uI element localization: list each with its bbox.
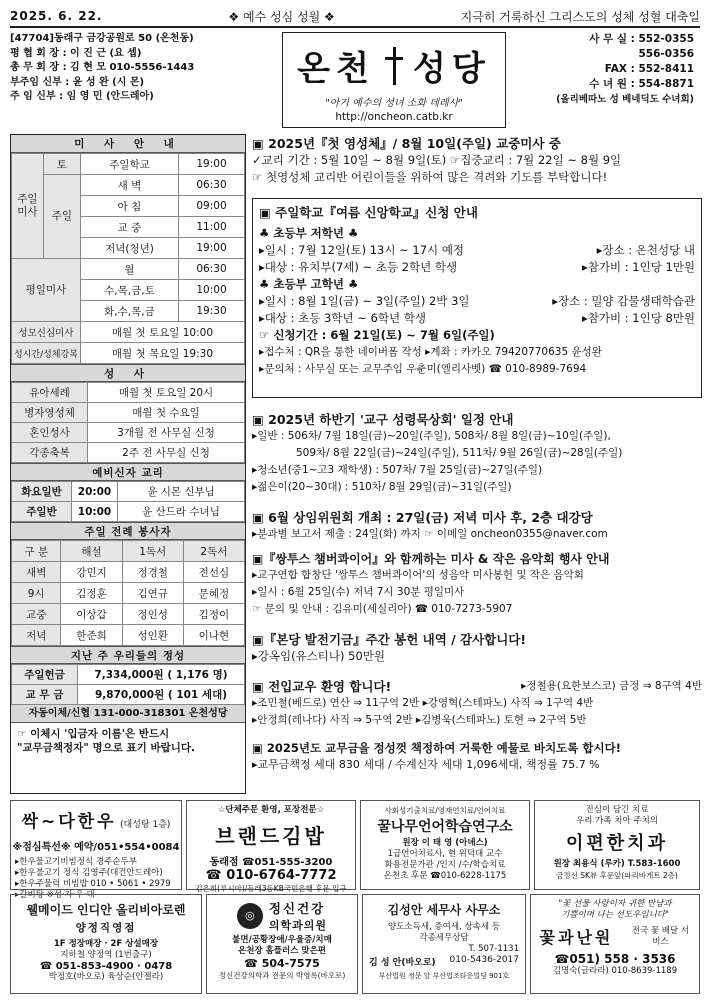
- news-line: ☞ 문의 및 안내 : 김유미(세실리아) ☎ 010-7273-5907: [252, 603, 513, 615]
- ad-line: 김명숙(글라라) 010-8639-1189: [552, 966, 678, 976]
- ad-line: 전국 꽃 배달 서비스: [631, 925, 690, 947]
- news-line: ▸교구연합 합창단 '쌍투스 챔버콰이어'의 성음악 미사봉헌 및 작은 음악회: [252, 569, 584, 581]
- ad-title: 정신건강: [268, 901, 326, 916]
- news-column: [252, 134, 702, 794]
- ad-line: 온천초 후문 ☎010-6228-1175: [383, 871, 507, 881]
- council-president: 평 협 회 장 : 이 진 근 (요 셉): [10, 47, 142, 59]
- mass-time: 06:30: [179, 259, 245, 280]
- servers-table: [11, 540, 245, 646]
- offering-label: 교 무 금: [12, 685, 78, 705]
- sacrament-schedule: 매월 첫 수요일: [88, 403, 245, 423]
- marian-mass-time: 매월 첫 토요일 10:00: [80, 322, 244, 343]
- sacrament-name: 각종축복: [12, 443, 88, 463]
- news-line: ▸일시 : 7월 12일(토) 13시 ~ 17시 예정: [259, 243, 465, 257]
- ad-phone: ☎ 051-853-4900 · 0478: [39, 961, 173, 972]
- ad-title: 김성안 세무사 사무소: [387, 903, 501, 917]
- transfer-notice-line: "교무금책정자" 명으로 표기 바랍니다.: [17, 742, 196, 754]
- ad-line: 온천장 홈플러스 맞은편: [237, 946, 327, 956]
- ad-psychiatry: [206, 894, 358, 994]
- ad-line: 각종세무상담: [419, 933, 469, 943]
- ad-top: ☆단체주문 환영, 포장전문☆: [217, 805, 325, 815]
- server-name: 이나현: [183, 625, 244, 646]
- pastor: 주 임 신부 : 임 영 민 (안드레아): [10, 91, 154, 103]
- class-day: 화요일반: [12, 482, 72, 502]
- server-mass: 9시: [12, 583, 61, 604]
- ad-korean-beef: [10, 800, 182, 900]
- mass-time: 19:00: [179, 238, 245, 259]
- news-line: ▸참가비 : 1인당 1만원: [581, 260, 695, 274]
- mass-schedule-table: [11, 153, 245, 364]
- news-line: ☞ 신청기간 : 6월 21일(토) ~ 7월 6일(주일): [259, 328, 495, 342]
- news-title: ▣ 6월 상임위원회 개최 : 27일(금) 저녁 미사 후, 2층 대강당: [252, 510, 593, 525]
- news-subtitle: ♣ 초등부 저학년 ♣: [259, 226, 359, 240]
- ad-phone: ☎ 010-6764-7772: [205, 868, 337, 883]
- ad-line: ▸한우불고기 정식 김영주(대건안드레아): [15, 868, 163, 878]
- news-line: ▸분과별 보고서 제출 : 24일(화) 까지 ☞ 이메일 oncheon0355@naver.com: [252, 528, 608, 540]
- top-line: [10, 6, 700, 28]
- ad-line: 김은희(루시아)/동래3동KB국민은행 후문 입구: [195, 884, 347, 893]
- ad-title: 꿀나무언어학습연구소: [377, 819, 513, 835]
- ad-title: 싹~다한우: [21, 812, 117, 832]
- website-link[interactable]: http://oncheon.catb.kr: [335, 111, 453, 123]
- mass-name: 주일학교: [80, 154, 178, 175]
- month-theme: ❖ 예수 성심 성월 ❖: [228, 9, 335, 24]
- news-title: ▣ 2025년 하반기 '교구 성령묵상회' 일정 안내: [252, 412, 514, 427]
- news-first-communion: [252, 134, 702, 186]
- news-line: ▸청소년(중1~고3 재학생) : 507차/ 7월 25일(금)~27일(주일): [252, 464, 543, 476]
- sunday-label: 주일: [43, 175, 80, 259]
- mass-name: 교 중: [80, 217, 178, 238]
- ad-top: "꽃 선물 사랑이자 귀한 만남과: [558, 899, 672, 909]
- server-name: 전선심: [183, 562, 244, 583]
- sacrament-schedule: 2주 전 사무실 신청: [88, 443, 245, 463]
- news-title: ▣『쌍투스 챔버콰이어』와 함께하는 미사 & 작은 음악회 행사 안내: [252, 552, 610, 566]
- sacrament-name: 혼인성사: [12, 423, 88, 443]
- news-line: ▸일반 : 506차/ 7월 18일(금)~20일(주일), 508차/ 8월 8일(금)~10일(주일),: [252, 430, 611, 442]
- news-committee: [252, 508, 702, 543]
- mass-time: 19:30: [179, 301, 245, 322]
- servers-title: 주일 전례 봉사자: [11, 522, 245, 540]
- assistant-priest: 부주임 신부 : 윤 성 완 (시 몬): [10, 76, 145, 88]
- ad-dental: [534, 800, 700, 890]
- weekday-mass-label: 평일미사: [12, 259, 81, 322]
- servers-header: 구 분: [12, 541, 61, 562]
- bulletin-date: 2025. 6. 22.: [10, 9, 103, 23]
- ad-line: 1F 정장매장 · 2F 상설매장: [53, 939, 159, 949]
- server-name: 이상갑: [61, 604, 122, 625]
- server-name: 성인환: [122, 625, 183, 646]
- mass-name: 화,수,목,금: [80, 301, 178, 322]
- mass-time: 11:00: [179, 217, 245, 238]
- ad-line: 양도소득세, 증여세, 상속세 등: [387, 922, 501, 932]
- saturday-label: 토: [43, 154, 80, 175]
- ad-line: ▸한우물고기비빔정식 경주순두부: [15, 857, 137, 867]
- news-line: ▸접수처 : QR을 통한 네이버폼 작성 ▸계좌 : 카카오 79420770635 윤성완: [259, 346, 602, 358]
- ad-subtitle: (대성탕 1층): [120, 820, 171, 830]
- mass-name: 새 벽: [80, 175, 178, 196]
- mass-time: 19:00: [179, 154, 245, 175]
- news-line: ▸강옥임(유스티나) 50만원: [252, 649, 386, 663]
- news-fund: [252, 630, 702, 665]
- convent-order: (올리베따노 성 베네딕도 수녀회): [556, 94, 694, 105]
- mass-time: 10:00: [179, 280, 245, 301]
- catechumen-title: 예비신자 교리: [11, 463, 245, 481]
- class-teacher: 윤 산드라 수녀님: [118, 502, 245, 522]
- ad-florist: [530, 894, 700, 994]
- news-line: 509차/ 8월 22일(금)~24일(주일), 511차/ 9월 26일(금)~28일(주일): [296, 447, 623, 459]
- catechumen-table: [11, 481, 245, 522]
- class-time: 10:00: [72, 502, 118, 522]
- ad-phone: 010-5436-2017: [449, 955, 519, 965]
- servers-header: 해설: [61, 541, 122, 562]
- title-left: 온천: [297, 49, 375, 89]
- class-teacher: 윤 시몬 신부님: [118, 482, 245, 502]
- ad-line: 화용전문가관 /인지 /수/학습치료: [384, 860, 506, 870]
- ad-line: 동래점 ☎051-555-3200: [209, 857, 333, 868]
- ad-top: 사회성기출치료/영재언치료/언어치료: [384, 806, 506, 815]
- news-newcomers: [252, 678, 702, 729]
- ad-line: ▸한우주물럭 비빔밥 010 • 5061 • 2979: [15, 879, 171, 889]
- feast-name: 지극히 거룩하신 그리스도의 성체 성혈 대축일: [460, 9, 700, 24]
- ad-top: 진심이 담긴 치료: [585, 805, 649, 815]
- transfer-notice: [11, 723, 245, 759]
- news-title: ▣『본당 발전기금』주간 봉헌 내역 / 감사합니다!: [252, 632, 527, 647]
- ad-phone: ☎051) 558 · 3536: [554, 952, 676, 966]
- clinic-logo-icon: ◎: [237, 903, 263, 929]
- ad-line: 1급언어치료사, 현 위덕대 교수: [387, 849, 503, 859]
- mass-time: 09:00: [179, 196, 245, 217]
- sacrament-name: 병자영성체: [12, 403, 88, 423]
- class-day: 주일반: [12, 502, 72, 522]
- holy-hour-time: 매월 첫 목요일 19:30: [80, 343, 244, 364]
- ad-line: 원장 이 태 영 (아녜스): [402, 838, 488, 848]
- news-line: ▸교무금책정 세대 830 세대 / 수계신자 세대 1,096세대, 책정률 75.7 %: [252, 758, 600, 771]
- title-right: 성당: [413, 49, 491, 89]
- mass-title: 미 사 안 내: [11, 135, 245, 153]
- holy-hour-label: 성시간/성체강복: [12, 343, 81, 364]
- news-title: ▣ 2025년『첫 영성체』/ 8월 10일(주일) 교중미사 중: [252, 136, 561, 151]
- server-name: 김연규: [122, 583, 183, 604]
- masthead: [282, 32, 506, 128]
- transfer-notice-line: ☞ 이체시 '입금자 이름'은 반드시: [17, 728, 170, 740]
- news-line: ▸젊은이(20~30대) : 510차/ 8월 29일(금)~31일(주일): [252, 481, 512, 493]
- ad-line: ▸갈비탕 ※성·자·우·대: [15, 890, 95, 900]
- news-title: ▣ 2025년도 교무금을 정성껏 책정하여 거룩한 예물로 바치도록 합시다!: [252, 741, 621, 755]
- news-retreat: [252, 410, 702, 496]
- offering-title: 지난 주 우리들의 정성: [11, 646, 245, 664]
- patron-saint: "아기 예수의 성녀 소화 데레사": [325, 98, 463, 109]
- class-time: 20:00: [72, 482, 118, 502]
- ad-title: 이편한치과: [566, 833, 668, 854]
- ad-top: 우리 가족 치아 주치의: [575, 816, 658, 826]
- news-line: ✓교리 기간 : 5월 10일 ~ 8월 9일(토) ☞집중교리 : 7월 22일 ~ 8월 9일: [252, 153, 622, 167]
- sunday-mass-label: 주일미사: [12, 154, 44, 259]
- news-line: ▸문의처 : 사무실 또는 교무주임 우춘미(엘리사벳) ☎ 010-8989-7694: [259, 363, 587, 375]
- server-name: 한준희: [61, 625, 122, 646]
- news-summer-camp: [252, 198, 702, 398]
- ad-line: 지하철 양정역 (1번출구): [60, 950, 152, 960]
- news-line: ▸조민철(베드로) 연산 ⇒ 11구역 2반 ▸강영혁(스테파노) 사직 ⇒ 1구역 4반: [252, 697, 594, 709]
- address: [47704]동래구 금강공원로 50 (온천동): [10, 33, 194, 44]
- server-name: 김정이: [183, 604, 244, 625]
- offering-amount: 9,870,000원 ( 101 세대): [78, 685, 245, 705]
- server-name: 강민지: [61, 562, 122, 583]
- sacrament-name: 유아세례: [12, 383, 88, 403]
- parish-info: [10, 32, 278, 128]
- convent-phone: 수 녀 원 : 554-8871: [589, 78, 694, 90]
- mass-name: 수,목,금,토: [80, 280, 178, 301]
- offering-amount: 7,334,000원 ( 1,176 명): [78, 665, 245, 685]
- ad-phone: ☎ 504-7575: [244, 957, 320, 970]
- offering-label: 주일헌금: [12, 665, 78, 685]
- ad-phone: ※점심특선※ 예약/051•554•0084: [12, 842, 180, 853]
- server-mass: 새벽: [12, 562, 61, 583]
- ad-top: 기쁨이며 나는 선도우입니다": [561, 910, 669, 920]
- news-dues: [252, 740, 702, 773]
- mass-time: 06:30: [179, 175, 245, 196]
- ad-title: 꽃과난원: [539, 928, 614, 947]
- ad-subtitle: 양정직영점: [75, 922, 137, 934]
- sacrament-schedule: 3개월 전 사무실 신청: [88, 423, 245, 443]
- contact-info: [512, 32, 700, 128]
- ad-title: 웰메이드 인디안 올리비아로렌: [26, 903, 186, 917]
- news-line: ▸일시 : 8월 1일(금) ~ 3일(주일) 2박 3일: [259, 294, 470, 308]
- bank-account: 자동이체/신협 131-000-318301 온천성당: [11, 705, 245, 723]
- servers-header: 1독서: [122, 541, 183, 562]
- mass-name: 월: [80, 259, 178, 280]
- left-info-column: [10, 134, 246, 794]
- server-mass: 교중: [12, 604, 61, 625]
- ad-name: 김 성 안(바오로): [369, 958, 436, 968]
- cross-icon: [385, 47, 403, 85]
- sacraments-title: 성 사: [11, 364, 245, 382]
- ad-line: 박정호(바오로) 육상순(안젤라): [48, 972, 164, 982]
- news-line: ▸대상 : 유치부(7세) ~ 초등 2학년 학생: [259, 260, 458, 274]
- ad-line: 금정선 SK뷰 후문앞(파리바게트 2층): [556, 871, 678, 880]
- news-line: ▸장소 : 온천성당 내: [596, 243, 695, 257]
- news-line: ▸안정희(레나다) 사직 ⇒ 5구역 2반 ▸김병욱(스테파노) 토현 ⇒ 2구역 5반: [252, 714, 587, 726]
- ad-line: 불면/공황장애/우울증/치매: [232, 935, 332, 945]
- office-phone-2: 556-0356: [638, 48, 694, 60]
- news-line: ▸장소 : 밀양 감물생태학습관: [552, 294, 695, 308]
- news-line: ▸대상 : 초등 3학년 ~ 6학년 학생: [259, 311, 426, 325]
- servers-header: 2독서: [183, 541, 244, 562]
- mass-name: 저녁(청년): [80, 238, 178, 259]
- office-phone: 사 무 실 : 552-0355: [589, 33, 694, 45]
- fax-number: FAX : 552-8411: [604, 63, 694, 75]
- ad-line: 정신건강의학과 전문의 박영록(바오로): [218, 971, 346, 980]
- ad-tax-accountant: [362, 894, 526, 994]
- news-subtitle: ♣ 초등부 고학년 ♣: [259, 277, 359, 291]
- ad-gimbap: [186, 800, 356, 893]
- news-line: ▸정철용(요한보스코) 금정 ⇒ 8구역 4반: [521, 680, 702, 692]
- secretary-general: 총 무 회 장 : 김 현 모 010-5556-1443: [10, 62, 195, 74]
- ad-title: 의학과의원: [268, 919, 328, 932]
- ad-title: 브랜드김밥: [215, 824, 327, 848]
- ad-speech-therapy: [360, 800, 530, 890]
- mass-name: 아 침: [80, 196, 178, 217]
- news-line: ☞ 첫영성체 교리반 어린이들을 위하여 많은 격려와 기도를 부탁합니다!: [252, 170, 608, 184]
- server-name: 정인성: [122, 604, 183, 625]
- server-name: 정경철: [122, 562, 183, 583]
- sacrament-schedule: 매월 첫 토요일 20시: [88, 383, 245, 403]
- news-line: ▸일시 : 6월 25일(수) 저녁 7시 30분 평일미사: [252, 586, 465, 598]
- news-title: ▣ 전입교우 환영 합니다!: [252, 679, 392, 694]
- sacraments-table: [11, 382, 245, 463]
- offering-table: [11, 664, 245, 705]
- news-concert: [252, 550, 702, 618]
- ad-line: T. 507-1131: [468, 944, 519, 954]
- news-line: ▸참가비 : 1인당 8만원: [581, 311, 695, 325]
- marian-mass-label: 성모신심미사: [12, 322, 81, 343]
- ad-line: 원장 최용식 (루카) T.583-1600: [553, 859, 681, 869]
- news-title: ▣ 주일학교『여름 신앙학교』신청 안내: [259, 205, 478, 220]
- ad-line: 부산법원 정문 앞 부산법조타운빌딩 901호: [378, 972, 510, 980]
- server-name: 김정훈: [61, 583, 122, 604]
- server-mass: 저녁: [12, 625, 61, 646]
- server-name: 문혜정: [183, 583, 244, 604]
- ad-clothing: [10, 894, 202, 994]
